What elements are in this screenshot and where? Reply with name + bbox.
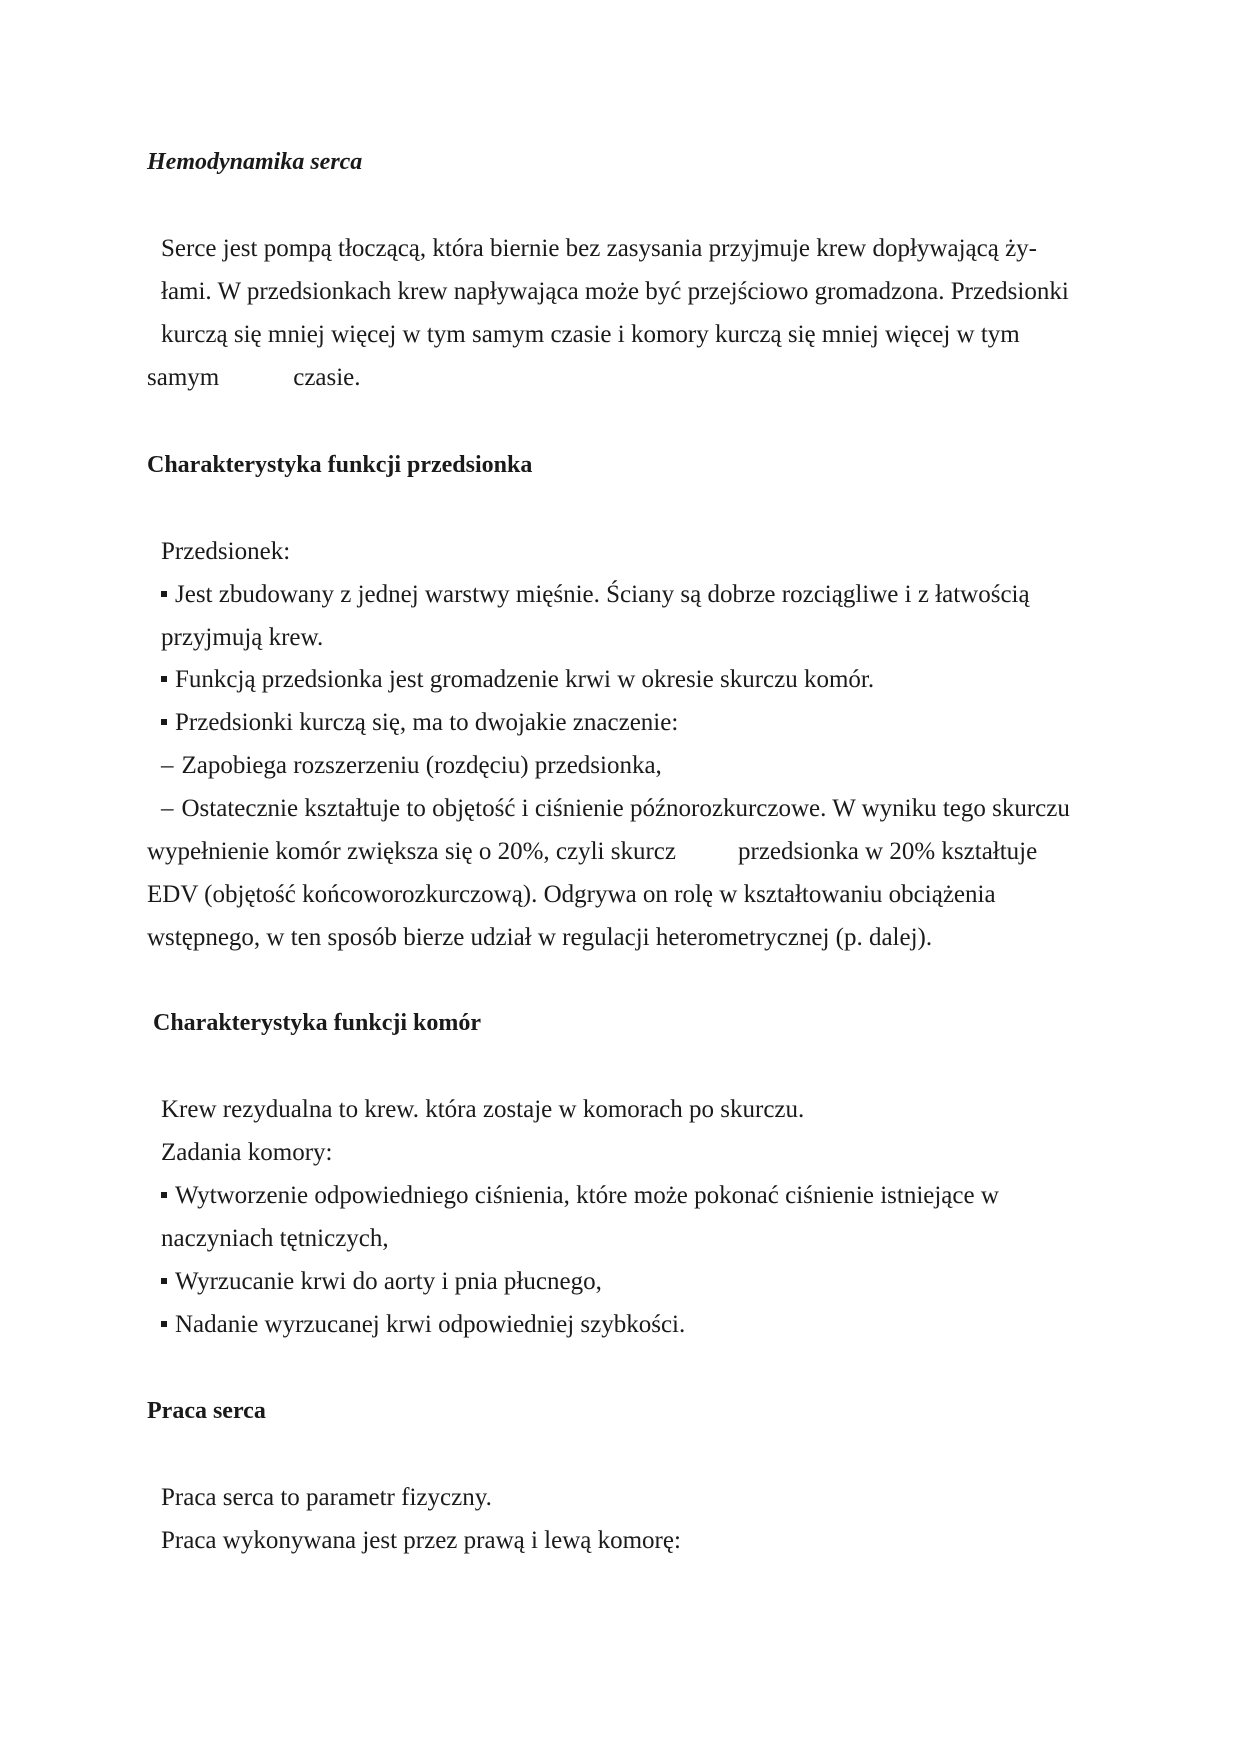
- dash-icon: –: [161, 795, 174, 822]
- section1-bullet-1: [161, 579, 1030, 611]
- section2-bullet-2: [161, 1266, 602, 1298]
- section1-para-line-3: wstępnego, w ten sposób bierze udział w regulacji heterometrycznej (p. dalej).: [147, 924, 933, 951]
- section2-bullet-3: [161, 1309, 685, 1341]
- section1-para-line-1b: przedsionka w 20% kształtuje: [738, 838, 1038, 865]
- section3-text-2: Praca wykonywana jest przez prawą i lewą komorę:: [161, 1527, 681, 1554]
- section2-bullet-1-cont: naczyniach tętniczych,: [161, 1225, 389, 1252]
- section2-bullet-1-text: Wytworzenie odpowiedniego ciśnienia, które może pokonać ciśnienie istniejące w: [175, 1182, 999, 1209]
- document-title: Hemodynamika serca: [147, 149, 363, 175]
- section3-text-1: Praca serca to parametr fizyczny.: [161, 1484, 492, 1511]
- section1-dash-1-text: Zapobiega rozszerzeniu (rozdęciu) przedsionka,: [181, 752, 662, 779]
- bullet-icon: [161, 1192, 167, 1198]
- bullet-icon: [161, 676, 167, 682]
- section2-bullet-3-text: Nadanie wyrzucanej krwi odpowiedniej szybkości.: [175, 1311, 686, 1338]
- section1-dash-1: [161, 750, 662, 782]
- intro-line-1: Serce jest pompą tłoczącą, która biernie bez zasysania przyjmuje krew dopływającą ży-: [161, 235, 1037, 262]
- section1-subheading: Przedsionek:: [161, 538, 291, 565]
- section1-bullet-2-text: Funkcją przedsionka jest gromadzenie krwi w okresie skurczu komór.: [175, 666, 875, 693]
- section1-para-line-1a: wypełnienie komór zwiększa się o 20%, czyli skurcz: [147, 838, 676, 865]
- section1-dash-2-text: Ostatecznie kształtuje to objętość i ciśnienie późnorozkurczowe. W wyniku tego skurczu: [181, 795, 1070, 822]
- bullet-icon: [161, 1278, 167, 1284]
- intro-line-4-word-a: samym: [147, 364, 220, 391]
- intro-line-4-word-b: czasie.: [293, 364, 361, 391]
- intro-line-2: łami. W przedsionkach krew napływająca może być przejściowo gromadzona. Przedsionki: [161, 278, 1069, 305]
- section1-bullet-3: [161, 707, 678, 739]
- section2-text-2: Zadania komory:: [161, 1139, 333, 1166]
- section1-bullet-1-cont: przyjmują krew.: [161, 624, 324, 651]
- section1-bullet-3-text: Przedsionki kurczą się, ma to dwojakie znaczenie:: [175, 709, 679, 736]
- bullet-icon: [161, 719, 167, 725]
- section-heading-komory: Charakterystyka funkcji komór: [153, 1010, 481, 1036]
- section1-bullet-2: [161, 664, 874, 696]
- intro-line-3: kurczą się mniej więcej w tym samym czasie i komory kurczą się mniej więcej w tym: [161, 321, 1020, 348]
- section1-dash-2: [161, 793, 1070, 825]
- dash-icon: –: [161, 752, 174, 779]
- section-heading-praca: Praca serca: [147, 1398, 266, 1424]
- section-heading-przedsionek: Charakterystyka funkcji przedsionka: [147, 452, 533, 478]
- section1-bullet-1-text: Jest zbudowany z jednej warstwy mięśnie. Ściany są dobrze rozciągliwe i z łatwością: [175, 581, 1030, 608]
- intro-line-4: [147, 362, 361, 394]
- section1-para-line-1: [147, 836, 1037, 868]
- section2-bullet-1: [161, 1180, 999, 1212]
- section2-bullet-2-text: Wyrzucanie krwi do aorty i pnia płucnego,: [175, 1268, 602, 1295]
- bullet-icon: [161, 591, 167, 597]
- section2-text-1: Krew rezydualna to krew. która zostaje w komorach po skurczu.: [161, 1096, 805, 1123]
- bullet-icon: [161, 1321, 167, 1327]
- section1-para-line-2: EDV (objętość końcoworozkurczową). Odgrywa on rolę w kształtowaniu obciążenia: [147, 881, 996, 908]
